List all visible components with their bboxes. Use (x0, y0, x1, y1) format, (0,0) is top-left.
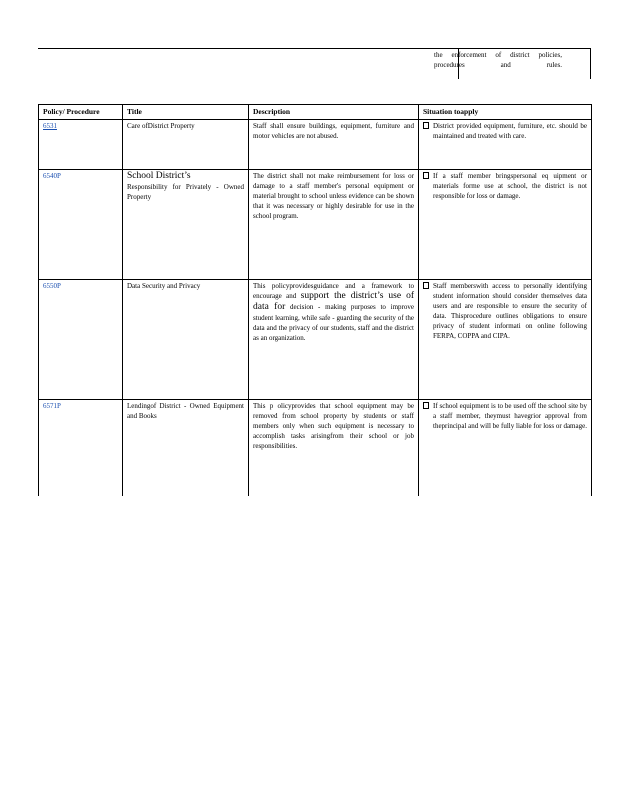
row-description: The district shall not make reimbursement for loss or damage to a staff member's personal equipment or material brought to school unless evidence can be shown that it was necessary or highly desirable for use in the school program. (249, 170, 419, 280)
row-title-big: School District’s (127, 171, 191, 181)
row-title (123, 170, 249, 280)
row-description: This p olicyprovides that school equipment may be removed from school property by students or staff members only when such equipment is necessary to accomplish tasks arisingfrom their school or job responsibilities. (249, 400, 419, 496)
policy-id-6540p: 6540P (43, 172, 61, 180)
row-title-rest: Responsibility for Privately - Owned Property (127, 183, 244, 201)
fragment-divider-right (590, 48, 591, 79)
policy-id-6571p: 6571P (43, 402, 61, 410)
row-situation-text: If school equipment is to be used off the school site by a staff member, theymust havegrior approval from theprincipal and will be fully liable for loss or damage. (433, 402, 587, 430)
row-situation (419, 400, 592, 496)
row-situation-text: Staff memberswith access to personally identifying student information should consider themselves data users and are responsible to ensure the security of data. Thisprocedure outlines obligations to ensure privacy of student informati on online following FERPA, COPPA and CIPA. (433, 282, 587, 340)
policy-link-6531[interactable]: 6531 (43, 122, 57, 130)
table-row (39, 120, 592, 170)
table-row (39, 280, 592, 400)
header-situation: Situation toapply (419, 105, 592, 120)
header-title: Title (123, 105, 249, 120)
policy-table (38, 104, 592, 496)
header-policy: Policy/ Procedure (39, 105, 123, 120)
row-situation (419, 170, 592, 280)
row-situation (419, 120, 592, 170)
row-description-post: decision - making purposes to improve student learning, while safe - guarding the security of the data and the privacy of our students, staff and the district as an organization. (253, 303, 414, 342)
fragment-text: the enforcement of district policies, procedures and rules. (434, 51, 562, 69)
bullet-box-icon (423, 172, 429, 179)
row-situation-text: If a staff member bringspersonal eq uipment or materials forme use at school, the district is not responsible for loss or damage. (433, 172, 587, 200)
table-row (39, 400, 592, 496)
row-situation (419, 280, 592, 400)
table-row (39, 170, 592, 280)
table-header-row (39, 105, 592, 120)
policy-id-6550p: 6550P (43, 282, 61, 290)
row-title: Data Security and Privacy (123, 280, 249, 400)
row-situation-text: District provided equipment, furniture, etc. should be maintained and treated with care. (433, 122, 587, 140)
row-description: Staff shall ensure buildings, equipment, furniture and motor vehicles are not abused. (249, 120, 419, 170)
row-title: Care ofDistrict Property (123, 120, 249, 170)
bullet-box-icon (423, 402, 429, 409)
previous-table-fragment (38, 48, 591, 80)
fragment-top-rule (38, 48, 591, 49)
header-description: Description (249, 105, 419, 120)
bullet-box-icon (423, 282, 429, 289)
row-description-big: support the district’s use of data for (253, 291, 415, 312)
row-description-pre: This policyprovidesguidance and a framework to encourage and (253, 282, 414, 300)
row-title: Lendingof District - Owned Equipment and Books (123, 400, 249, 496)
row-description (249, 280, 419, 400)
bullet-box-icon (423, 122, 429, 129)
